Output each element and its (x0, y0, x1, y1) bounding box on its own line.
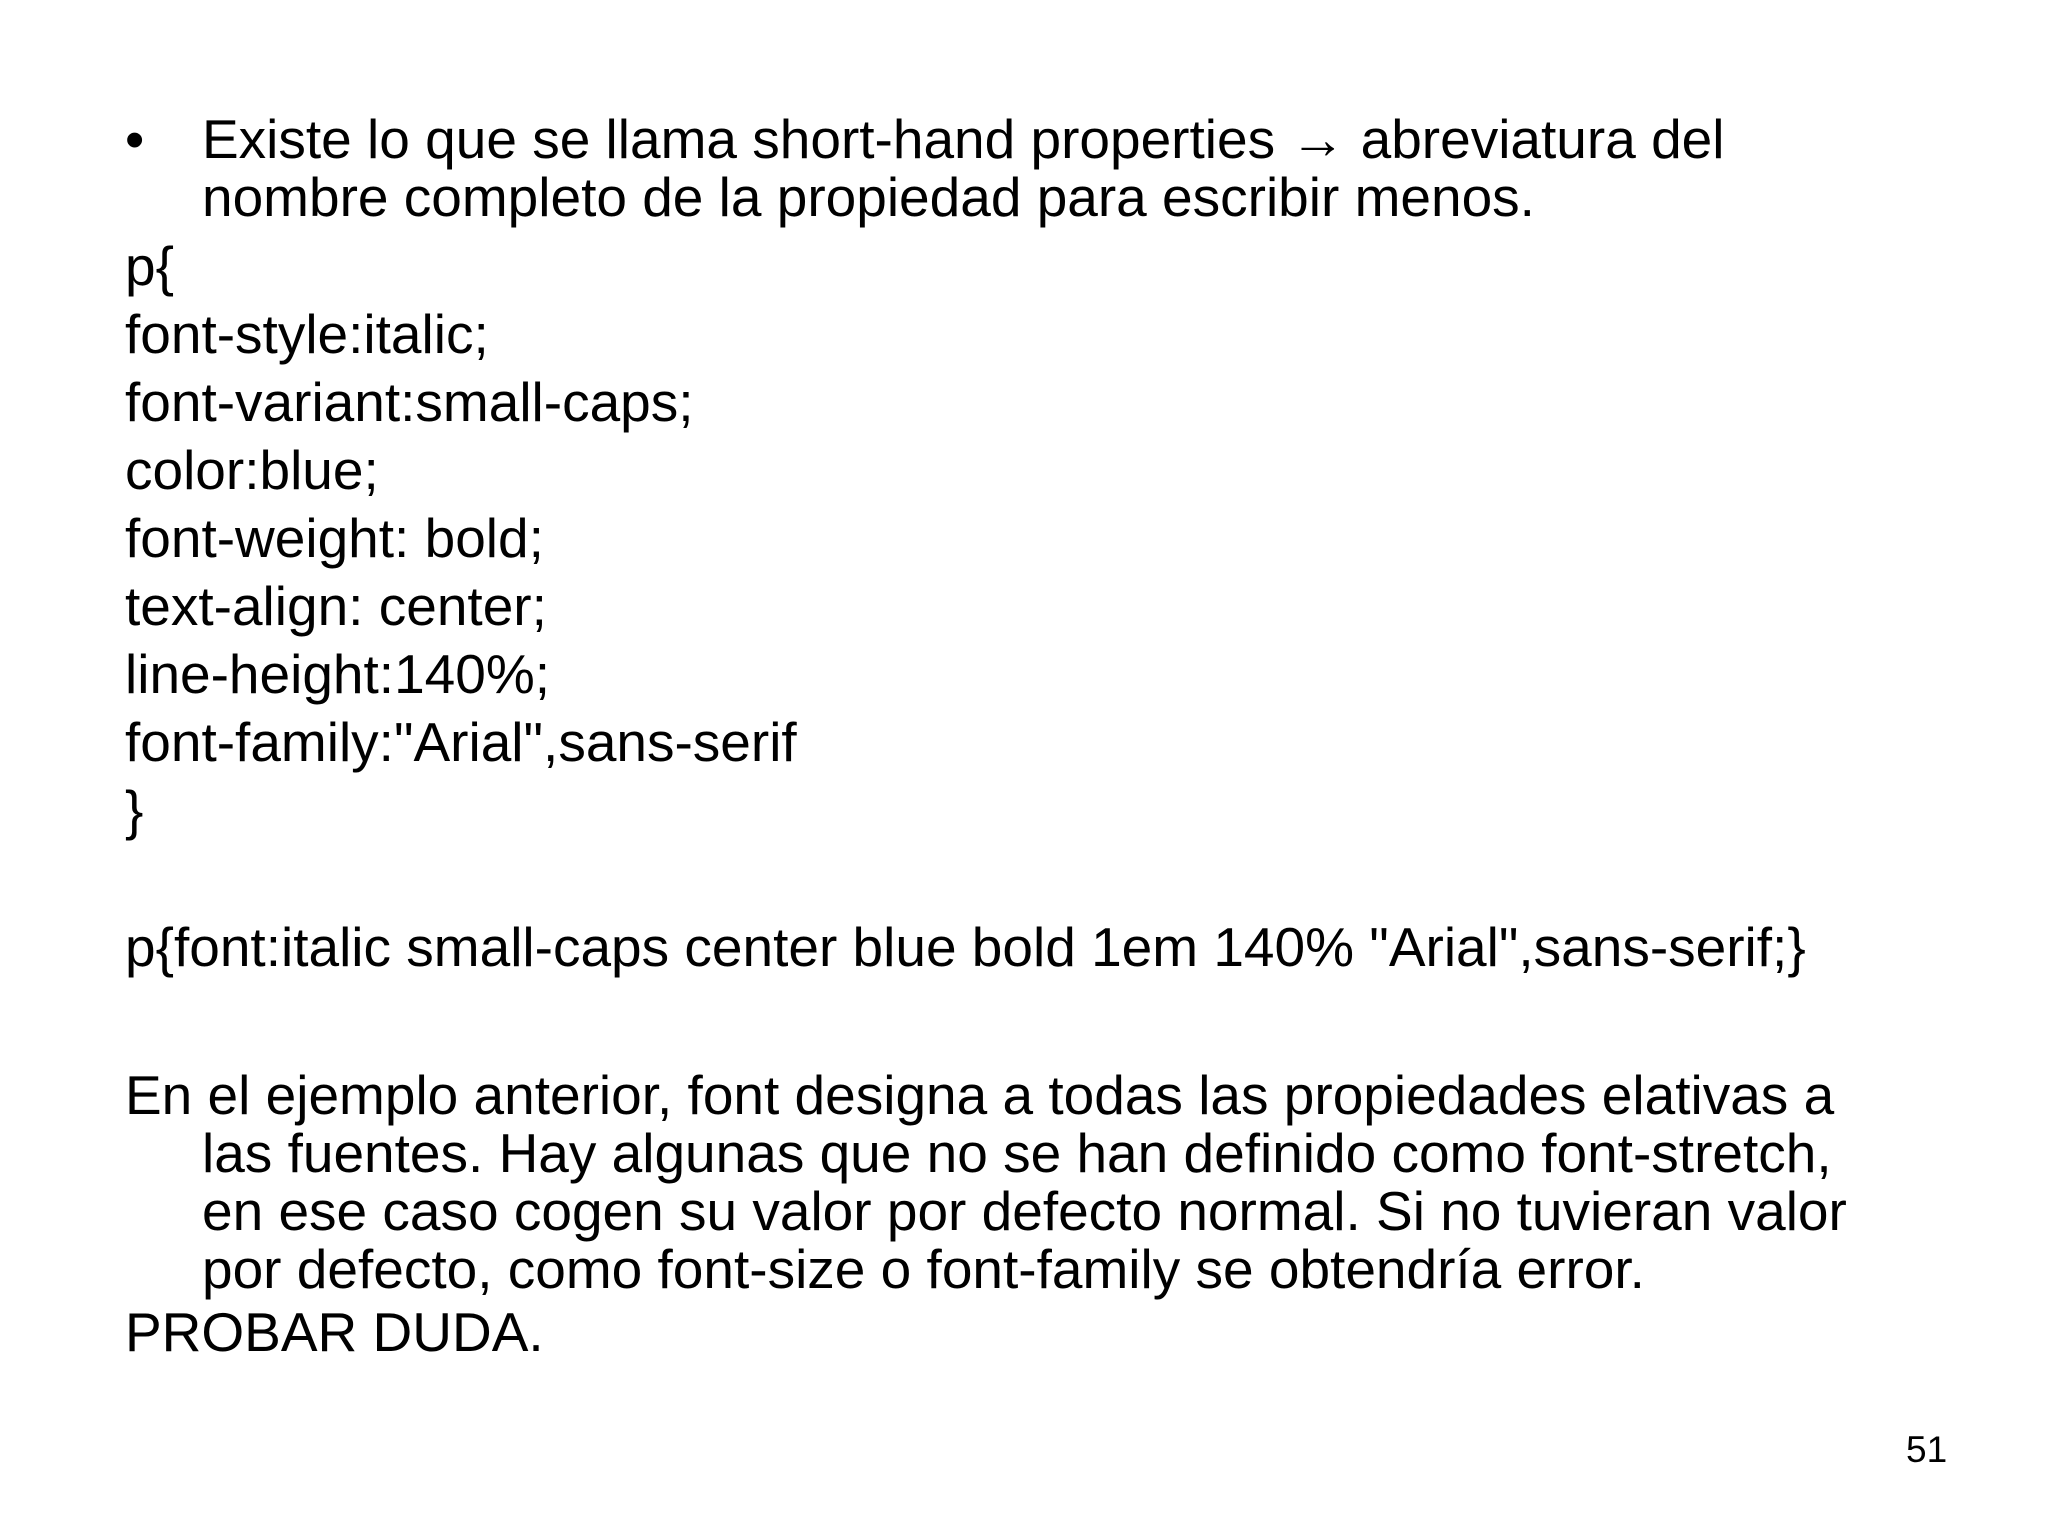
explanation-line-1: En el ejemplo anterior, font designa a todas las propiedades elativas a (125, 1064, 1835, 1126)
page-number: 51 (1906, 1429, 1948, 1470)
code-line: color:blue; (125, 439, 379, 501)
code-line: } (125, 779, 144, 841)
code-line: p{ (125, 235, 174, 297)
bullet-marker: • (125, 108, 145, 170)
explanation-line-2: las fuentes. Hay algunas que no se han definido como font-stretch, (202, 1122, 1832, 1184)
code-line: text-align: center; (125, 575, 547, 637)
bullet-text-line-1: Existe lo que se llama short-hand properties → abreviatura del (202, 108, 1725, 170)
bullet-text-line-2: nombre completo de la propiedad para escribir menos. (202, 166, 1535, 228)
code-line: font-family:"Arial",sans-serif (125, 711, 797, 773)
explanation-line-3: en ese caso cogen su valor por defecto normal. Si no tuvieran valor (202, 1180, 1847, 1242)
code-line: line-height:140%; (125, 643, 551, 705)
shorthand-example: p{font:italic small-caps center blue bold 1em 140% "Arial",sans-serif;} (125, 916, 1806, 978)
code-line: font-weight: bold; (125, 507, 544, 569)
code-line: font-style:italic; (125, 303, 489, 365)
code-line: font-variant:small-caps; (125, 371, 694, 433)
closing-note: PROBAR DUDA. (125, 1301, 544, 1363)
explanation-line-4: por defecto, como font-size o font-family se obtendría error. (202, 1238, 1645, 1300)
